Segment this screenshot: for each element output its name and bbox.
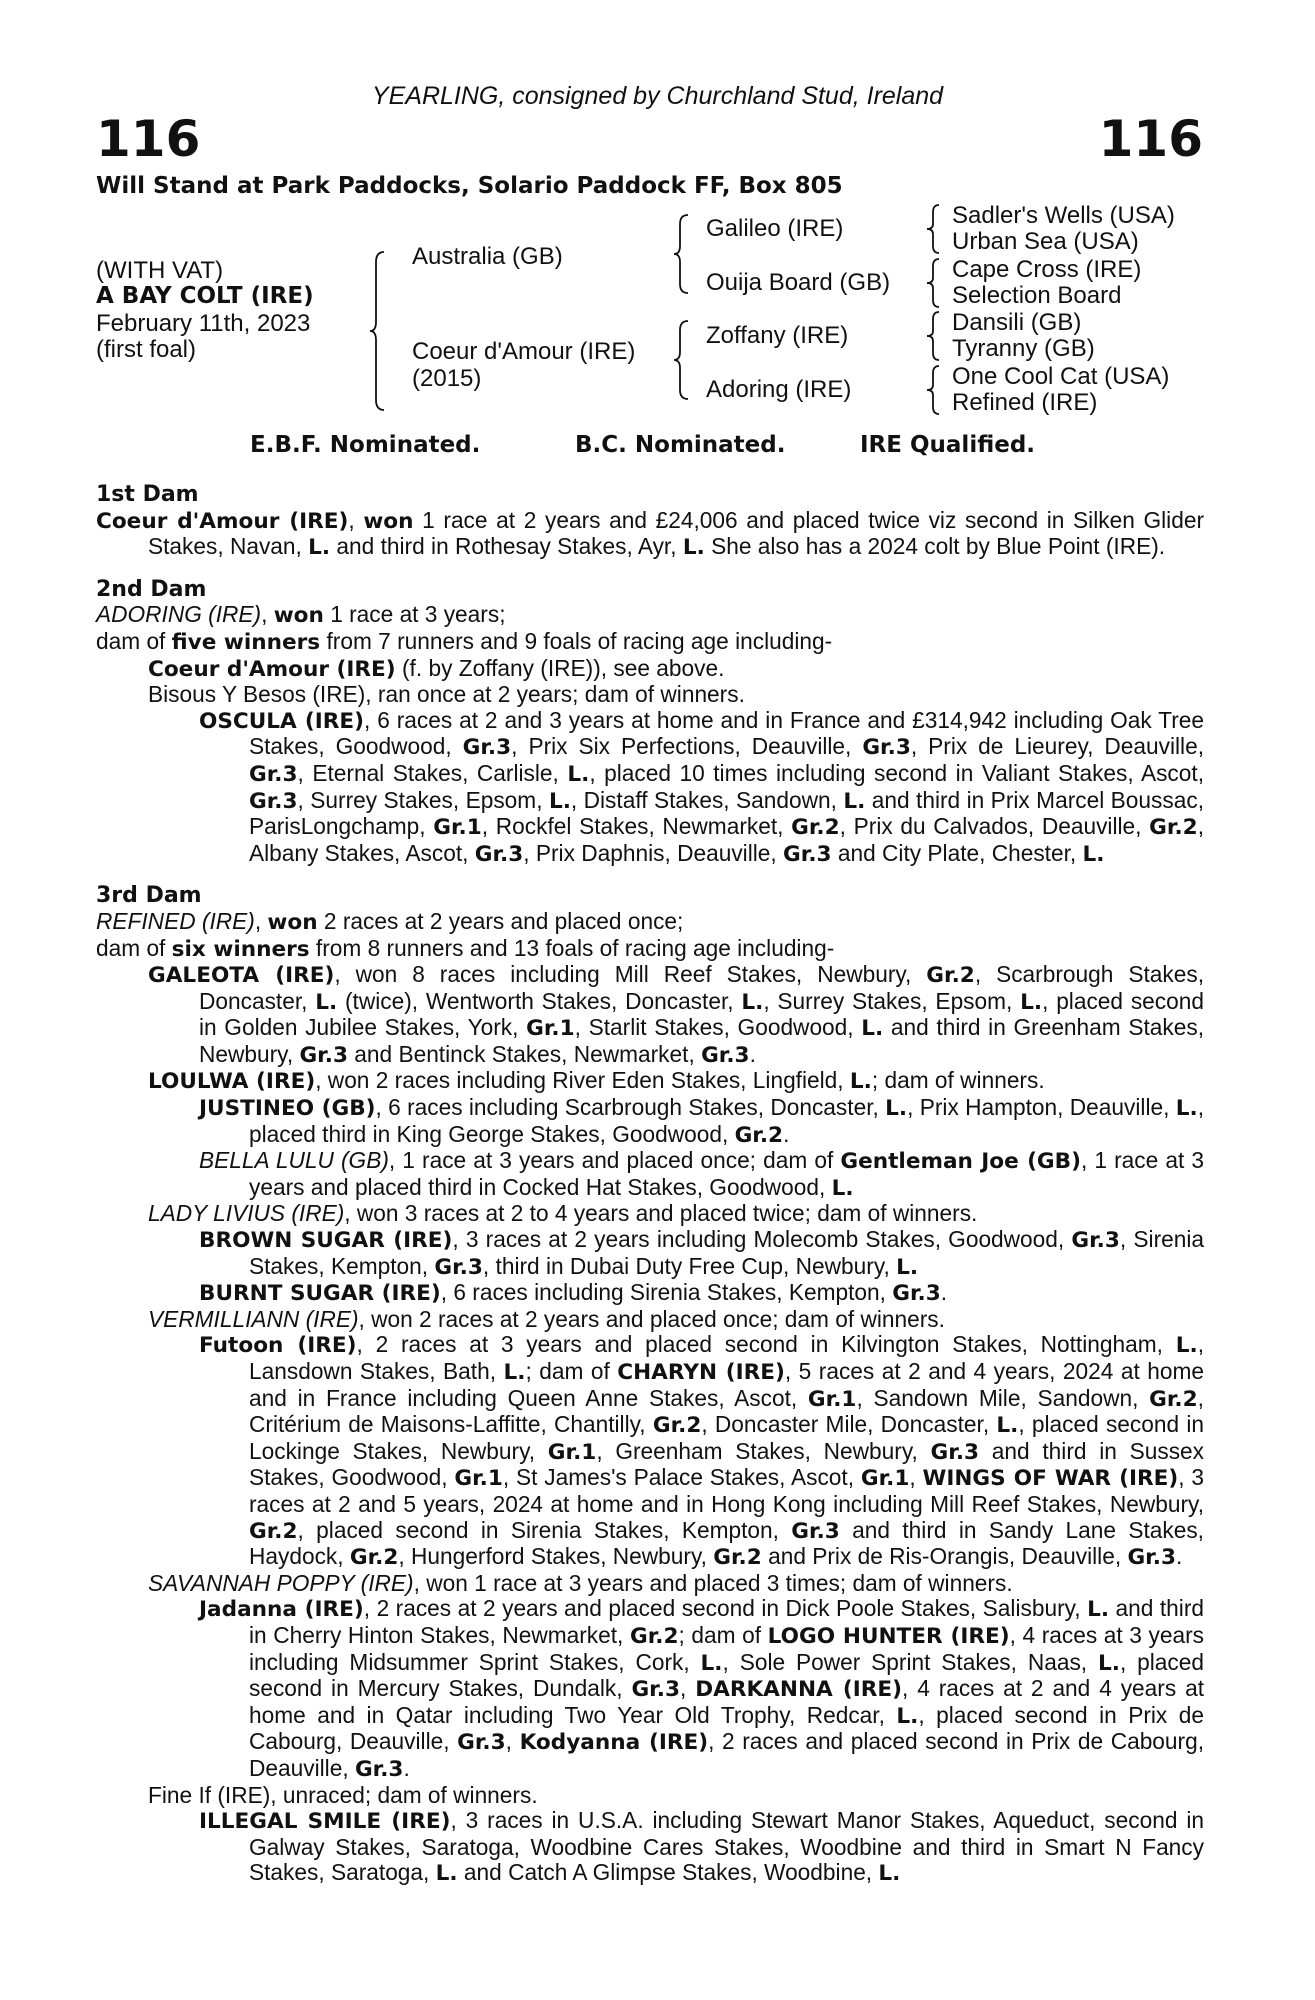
horse-name: Futoon (IRE) [199, 1333, 357, 1359]
race-text: , Prix de Lieurey, Deauville, [910, 733, 1204, 760]
horse-name: BURNT SUGAR (IRE) [199, 1281, 441, 1307]
produce-brown-sugar [96, 1227, 1204, 1280]
third-dam-heading: 3rd Dam [96, 883, 202, 909]
winners-count: six winners [171, 936, 310, 962]
race-text: , 3 races in U.S.A. including Stewart Manor Stakes, Aqueduct, second in Galway Stakes, Saratoga, Woodbine Cares Stakes, Woodbine and third in Smart N Fancy Stakes, Saratoga, [249, 1807, 1205, 1886]
grade-mark: Gr.2 [713, 1545, 762, 1571]
horse-name: LOULWA (IRE) [148, 1069, 316, 1095]
produce-vermilliann [96, 1307, 1204, 1333]
race-text: ; dam of winners. [871, 1067, 1045, 1094]
grade-mark: Gr.3 [783, 841, 832, 867]
grade-mark: Gr.2 [349, 1545, 399, 1571]
race-text: ; dam of [525, 1358, 618, 1384]
listed-mark: L. [682, 535, 705, 561]
grade-mark: Gr.3 [1071, 1228, 1120, 1254]
listed-mark: L. [741, 989, 764, 1015]
grade-mark: Gr.3 [862, 735, 911, 761]
listed-mark: L. [700, 1650, 723, 1676]
listed-mark: L. [567, 761, 590, 787]
race-text: , 3 races at 2 and 5 years, 2024 at home and in Hong Kong including Mill Reef Stakes, Newbury, [249, 1464, 1204, 1517]
pedigree-brace-dam [672, 318, 694, 402]
pedigree-brace-g4 [924, 363, 944, 417]
second-dam-name: ADORING (IRE) [96, 601, 262, 628]
race-text: . [940, 1279, 948, 1306]
ancestor-tyranny: Tyranny (GB) [952, 335, 1095, 362]
bc-nomination: B.C. Nominated. [575, 432, 786, 458]
ancestor-urban-sea: Urban Sea (USA) [952, 228, 1139, 255]
race-text: , won 2 races at 2 years and placed once; dam of winners. [358, 1305, 945, 1332]
race-text: , St James's Palace Stakes, Ascot, [502, 1464, 861, 1491]
lot-number-left: 116 [96, 110, 201, 168]
pedigree-brace-main [368, 248, 392, 414]
race-text: , Rockfel Stakes, Newmarket, [481, 813, 792, 840]
first-dam-text: She also has a 2024 colt by Blue Point (IRE). [704, 533, 1166, 560]
race-text: , Scarbrough Stakes, Doncaster, [199, 961, 1204, 1014]
race-text: and Catch A Glimpse Stakes, Woodbine, [457, 1859, 879, 1886]
produce-burnt-sugar [96, 1280, 1204, 1307]
vat-note: (WITH VAT) [96, 257, 224, 284]
grade-mark: Gr.3 [892, 1281, 941, 1307]
grade-mark: Gr.3 [249, 788, 298, 814]
race-text: , Albany Stakes, Ascot, [249, 813, 1204, 866]
sire-dam: Ouija Board (GB) [706, 269, 891, 296]
pedigree-brace-sire [672, 212, 694, 296]
grade-mark: Gr.3 [462, 735, 512, 761]
produce-text: from 7 runners and 9 foals of racing age including- [320, 627, 833, 654]
ancestor-selection-board: Selection Board [952, 282, 1122, 309]
grade-mark: Gr.2 [791, 815, 840, 841]
horse-name: Coeur d'Amour (IRE) [148, 656, 396, 682]
grade-mark: Gr.3 [701, 1042, 750, 1068]
second-dam-line: ADORING (IRE), won 1 race at 3 years; [96, 601, 506, 629]
consignor-line: YEARLING, consigned by Churchland Stud, Ireland [371, 82, 944, 110]
race-text: , Prix Hampton, Deauville, [907, 1094, 1176, 1121]
produce-text: from 8 runners and 13 foals of racing age including- [309, 934, 835, 961]
grade-mark: Gr.1 [433, 815, 482, 841]
grade-mark: Gr.3 [930, 1439, 980, 1465]
ebf-nomination: E.B.F. Nominated. [250, 432, 481, 458]
pedigree-brace-g1 [924, 202, 944, 256]
produce-futoon [96, 1332, 1204, 1570]
second-dam-heading: 2nd Dam [96, 576, 207, 602]
listed-mark: L. [435, 1861, 458, 1887]
horse-name: WINGS OF WAR (IRE) [922, 1466, 1179, 1492]
stabling-location: Will Stand at Park Paddocks, Solario Paddock FF, Box 805 [96, 173, 843, 199]
grade-mark: Gr.1 [526, 1016, 575, 1042]
sire-sire: Galileo (IRE) [706, 215, 844, 242]
grade-mark: Gr.3 [631, 1677, 680, 1703]
race-text: . [1175, 1543, 1183, 1570]
race-text: , Prix Daphnis, Deauville, [523, 839, 784, 866]
race-text: , 3 races at 2 years including Molecomb Stakes, Goodwood, [452, 1226, 1072, 1253]
listed-mark: L. [1020, 989, 1043, 1015]
listed-mark: L. [831, 1175, 854, 1201]
race-text: , Distaff Stakes, Sandown, [570, 786, 844, 813]
horse-name: VERMILLIANN (IRE) [148, 1305, 359, 1332]
grade-mark: Gr.3 [354, 1756, 404, 1782]
race-text: and third in Greenham Stakes, Newbury, [199, 1014, 1205, 1067]
horse-name: LOGO HUNTER (IRE) [767, 1623, 1010, 1649]
race-text: , [505, 1728, 520, 1755]
horse-name: LADY LIVIUS (IRE) [148, 1200, 345, 1227]
grade-mark: Gr.1 [860, 1466, 910, 1492]
race-text: and third in Sussex Stakes, Goodwood, [249, 1437, 1205, 1491]
listed-mark: L. [1087, 1597, 1110, 1623]
produce-loulwa [96, 1068, 1204, 1095]
race-text: , Sandown Mile, Sandown, [856, 1384, 1150, 1411]
race-text: , won 2 races including River Eden Stakes, Lingfield, [315, 1067, 850, 1094]
race-text: , 1 race at 3 years and placed third in Cocked Hat Stakes, Goodwood, [249, 1147, 1205, 1200]
race-text: , Doncaster Mile, Doncaster, [701, 1411, 997, 1438]
race-text: , third in Dubai Duty Free Cup, Newbury, [482, 1252, 897, 1279]
produce-lady-livius [96, 1201, 1204, 1227]
race-text: , 5 races at 2 and 4 years, 2024 at home and in France including Queen Anne Stakes, Ascot, [249, 1358, 1204, 1411]
race-text: , Greenham Stakes, Newbury, [596, 1437, 931, 1464]
race-text: and City Plate, Chester, [831, 839, 1083, 866]
race-text: , Eternal Stakes, Carlisle, [297, 759, 568, 786]
race-text: , won 8 races including Mill Reef Stakes, Newbury, [334, 961, 927, 988]
race-text: , Critérium de Maisons-Laffitte, Chantilly, [249, 1384, 1204, 1438]
dam-dam: Adoring (IRE) [706, 376, 852, 403]
grade-mark: Gr.3 [457, 1730, 506, 1756]
lot-name: A BAY COLT (IRE) [96, 283, 314, 309]
race-text: , won 1 race at 3 years and placed 3 times; dam of winners. [413, 1569, 1013, 1596]
won-label: won [273, 603, 324, 629]
grade-mark: Gr.3 [791, 1518, 840, 1544]
race-text: , Lansdown Stakes, Bath, [249, 1331, 1204, 1384]
race-text: , Starlit Stakes, Goodwood, [574, 1014, 862, 1041]
race-text: and third in Sandy Lane Stakes, Haydock, [249, 1516, 1204, 1570]
third-dam-text: 2 races at 2 years and placed once; [317, 907, 684, 934]
third-dam-name: REFINED (IRE) [96, 907, 255, 934]
foaling-date: February 11th, 2023 [96, 310, 311, 337]
listed-mark: L. [1082, 841, 1105, 867]
horse-name: BELLA LULU (GB) [199, 1147, 389, 1174]
second-dam-produce-line [96, 629, 1204, 656]
listed-mark: L. [315, 989, 338, 1015]
grade-mark: Gr.2 [652, 1413, 702, 1439]
race-text: . [783, 1120, 790, 1147]
horse-name: JUSTINEO (GB) [199, 1096, 376, 1122]
produce-coeur-damour [96, 656, 1204, 683]
race-text: , placed second in Lockinge Stakes, Newbury, [249, 1411, 1204, 1464]
lot-number-right: 116 [1098, 110, 1203, 168]
listed-mark: L. [878, 1861, 901, 1887]
first-dam-won: won [363, 508, 414, 534]
horse-name: SAVANNAH POPPY (IRE) [148, 1569, 414, 1596]
grade-mark: Gr.1 [454, 1466, 503, 1492]
grade-mark: Gr.1 [807, 1386, 857, 1412]
race-text: and third in Cherry Hinton Stakes, Newmarket, [249, 1595, 1204, 1648]
dam-sire: Zoffany (IRE) [706, 322, 849, 349]
first-dam-heading: 1st Dam [96, 482, 199, 507]
listed-mark: L. [849, 1069, 872, 1095]
grade-mark: Gr.2 [1149, 1386, 1198, 1412]
grade-mark: Gr.3 [249, 761, 298, 787]
listed-mark: L. [503, 1360, 526, 1385]
dam: Coeur d'Amour (IRE) [412, 338, 636, 365]
produce-oscula [96, 708, 1204, 868]
listed-mark: L. [896, 1254, 919, 1280]
dam-year: (2015) [412, 365, 482, 392]
ancestor-one-cool-cat: One Cool Cat (USA) [952, 363, 1170, 390]
grade-mark: Gr.1 [547, 1439, 597, 1465]
grade-mark: Gr.3 [434, 1254, 483, 1280]
grade-mark: Gr.3 [1127, 1545, 1176, 1571]
race-text: , Prix Six Perfections, Deauville, [511, 733, 863, 760]
ire-qualification: IRE Qualified. [860, 432, 1036, 458]
produce-jadanna [96, 1596, 1204, 1782]
ancestor-sadlers-wells: Sadler's Wells (USA) [952, 202, 1175, 229]
race-text: , 6 races including Sirenia Stakes, Kempton, [440, 1279, 893, 1306]
grade-mark: Gr.2 [734, 1122, 784, 1148]
race-text: . [403, 1754, 410, 1781]
horse-name: CHARYN (IRE) [617, 1360, 785, 1385]
produce-justineo [96, 1095, 1204, 1148]
race-text: and Prix de Ris-Orangis, Deauville, [761, 1543, 1128, 1570]
produce-record [96, 482, 1204, 1887]
foal-note: (first foal) [96, 336, 197, 363]
horse-name: Gentleman Joe (GB) [840, 1149, 1081, 1175]
horse-name: DARKANNA (IRE) [695, 1677, 903, 1703]
first-dam-paragraph: Coeur d'Amour (IRE), won 1 race at 2 years and £24,006 and placed twice viz second in Silken Glider Stakes, Navan, L. and third in Rothesay Stakes, Ayr, L. She also has a 2024 colt by Blue Point (IRE). [96, 506, 1204, 561]
race-text: , placed third in King George Stakes, Goodwood, [249, 1094, 1205, 1147]
race-text: , placed second in Golden Jubilee Stakes, York, [199, 987, 1204, 1041]
listed-mark: L. [548, 788, 571, 814]
produce-savannah-poppy [96, 1571, 1204, 1597]
race-text: , Prix du Calvados, Deauville, [839, 813, 1150, 840]
race-text: , placed second in Sirenia Stakes, Kempton, [297, 1516, 792, 1543]
ancestor-cape-cross: Cape Cross (IRE) [952, 256, 1142, 283]
produce-fine-if: Fine If (IRE), unraced; dam of winners. [148, 1781, 538, 1808]
race-text: , 6 races at 2 and 3 years at home and in France and £314,942 including Oak Tree Stakes, Goodwood, [249, 706, 1204, 760]
pedigree-brace-g3 [924, 309, 944, 363]
race-text: , 2 races and placed second in Prix de Cabourg, Deauville, [249, 1728, 1205, 1781]
horse-text: (f. by Zoffany (IRE)), see above. [395, 654, 725, 681]
race-text: , 2 races at 2 years and placed second in Dick Poole Stakes, Salisbury, [363, 1595, 1088, 1622]
race-text: , [909, 1464, 923, 1491]
race-text: , Sirenia Stakes, Kempton, [249, 1226, 1205, 1279]
produce-bisous: Bisous Y Besos (IRE), ran once at 2 years; dam of winners. [148, 681, 745, 708]
race-text: , 1 race at 3 years and placed once; dam of [388, 1147, 841, 1174]
race-text: and third in Prix Marcel Boussac, ParisLongchamp, [249, 786, 1204, 840]
listed-mark: L. [1097, 1650, 1120, 1676]
race-text: . [749, 1040, 756, 1067]
race-text: , placed second in Mercury Stakes, Dundalk, [249, 1648, 1204, 1702]
sire: Australia (GB) [412, 243, 563, 270]
horse-name: GALEOTA (IRE) [148, 963, 335, 989]
race-text: ; dam of [678, 1621, 768, 1648]
race-text: , 6 races including Scarbrough Stakes, Doncaster, [375, 1094, 886, 1121]
race-text: , placed 10 times including second in Valiant Stakes, Ascot, [589, 759, 1204, 786]
race-text: and Bentinck Stakes, Newmarket, [347, 1040, 702, 1067]
listed-mark: L. [885, 1096, 908, 1122]
grade-mark: Gr.3 [299, 1042, 348, 1068]
produce-galeota [96, 962, 1204, 1068]
grade-mark: Gr.2 [926, 963, 975, 989]
produce-illegal-smile [96, 1808, 1204, 1887]
race-text: , Sole Power Sprint Stakes, Naas, [722, 1648, 1098, 1675]
third-dam-line: REFINED (IRE), won 2 races at 2 years and placed once; [96, 907, 684, 935]
race-text: , Surrey Stakes, Epsom, [297, 786, 549, 813]
race-text: , placed second in Prix de Cabourg, Deauville, [249, 1701, 1204, 1755]
horse-name: Jadanna (IRE) [199, 1597, 364, 1623]
third-dam-produce-line [96, 936, 1204, 963]
race-text: , Surrey Stakes, Epsom, [763, 987, 1021, 1014]
horse-name: Kodyanna (IRE) [519, 1730, 709, 1756]
produce-bella-lulu [96, 1148, 1204, 1201]
race-text: , [679, 1675, 696, 1702]
race-text: , 4 races at 2 and 4 years at home and in Qatar including Two Year Old Trophy, Redcar, [249, 1675, 1204, 1728]
dam-of-label: dam of [96, 627, 172, 654]
listed-mark: L. [1175, 1333, 1198, 1359]
listed-mark: L. [1175, 1096, 1198, 1122]
grade-mark: Gr.3 [474, 841, 524, 867]
listed-mark: L. [996, 1413, 1019, 1439]
first-dam-text: and third in Rothesay Stakes, Ayr, [330, 533, 683, 560]
race-text: , won 3 races at 2 to 4 years and placed twice; dam of winners. [344, 1200, 978, 1227]
dam-of-label: dam of [96, 934, 172, 961]
second-dam-text: 1 race at 3 years; [323, 601, 506, 628]
race-text: (twice), Wentworth Stakes, Doncaster, [337, 987, 742, 1014]
listed-mark: L. [861, 1016, 884, 1042]
listed-mark: L. [843, 788, 866, 814]
listed-mark: L. [308, 535, 331, 561]
race-text: , 4 races at 3 years including Midsummer Sprint Stakes, Cork, [249, 1621, 1204, 1675]
race-text: , Hungerford Stakes, Newbury, [398, 1543, 714, 1570]
ancestor-refined: Refined (IRE) [952, 389, 1098, 416]
horse-name: BROWN SUGAR (IRE) [199, 1228, 453, 1254]
first-dam-text: 1 race at 2 years and £24,006 and placed twice viz second in Silken Glider Stakes, Navan, [148, 506, 1204, 560]
listed-mark: L. [896, 1703, 919, 1729]
pedigree-brace-g2 [924, 256, 944, 310]
grade-mark: Gr.2 [249, 1518, 298, 1544]
winners-count: five winners [171, 629, 321, 655]
grade-mark: Gr.2 [1149, 815, 1198, 841]
ancestor-dansili: Dansili (GB) [952, 309, 1082, 336]
grade-mark: Gr.2 [629, 1623, 679, 1649]
first-dam-name: Coeur d'Amour (IRE) [96, 508, 349, 534]
horse-name: ILLEGAL SMILE (IRE) [199, 1809, 451, 1835]
won-label: won [267, 909, 318, 935]
horse-name: OSCULA (IRE) [199, 708, 365, 734]
race-text: , 2 races at 3 years and placed second in Kilvington Stakes, Nottingham, [356, 1331, 1176, 1358]
